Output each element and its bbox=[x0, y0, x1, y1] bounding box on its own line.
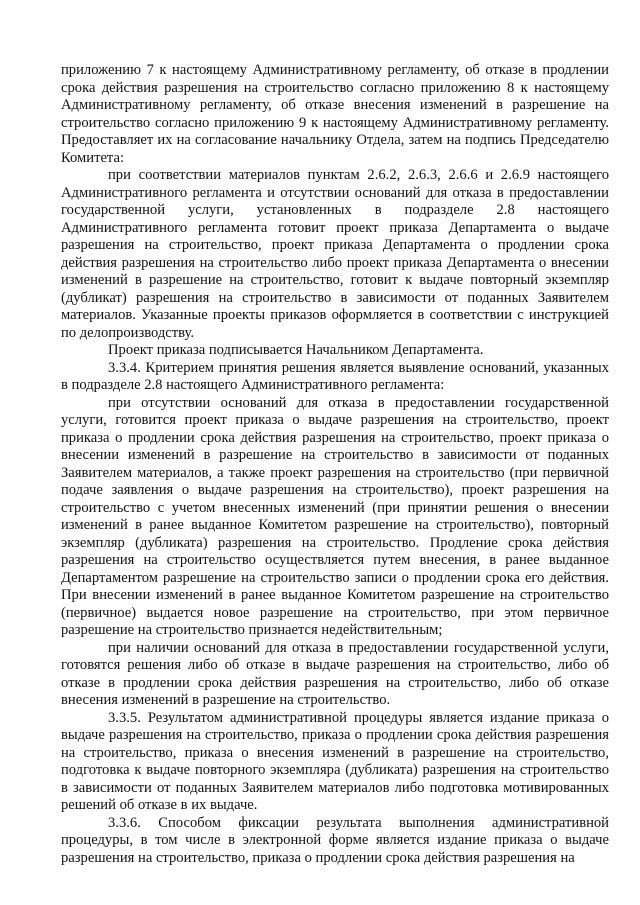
paragraph-conformity: при соответствии материалов пунктам 2.6.2, 2.6.3, 2.6.6 и 2.6.9 настоящего Административного регламента и отсутствии оснований для отказа в предоставлении государственной услуги, установленных в подразделе 2.8 настоящего Административного регламента готовит проект приказа Департамента о выдаче разрешения на строительство, проект приказа Департамента о продлении срока действия разрешения на строительство либо проект приказа Департамента о внесении изменений в разрешение на строительство, готовит к выдаче повторный экземпляр (дубликат) разрешения на строительство в зависимости от поданных Заявителем материалов. Указанные проекты приказов оформляется в соответствии с инструкцией по делопроизводству. bbox=[61, 167, 609, 341]
paragraph-3-3-4: 3.3.4. Критерием принятия решения является выявление оснований, указанных в подразделе 2.8 настоящего Административного регламента: bbox=[61, 359, 609, 393]
document-page bbox=[61, 62, 609, 867]
paragraph-grounds-refusal: при наличии оснований для отказа в предоставлении государственной услуги, готовятся решения либо об отказе в выдаче разрешения на строительство, либо об отказе в продлении срока действия разрешения на строительство, либо об отказе внесения изменений в разрешение на строительство. bbox=[61, 639, 609, 708]
paragraph-3-3-6: 3.3.6. Способом фиксации результата выполнения административной процедуры, в том числе в электронной форме является издание приказа о выдаче разрешения на строительство, приказа о продлении срока действия разрешения на bbox=[61, 814, 609, 866]
paragraph-continuation: приложению 7 к настоящему Административному регламенту, об отказе в продлении срока действия разрешения на строительство согласно приложению 8 к настоящему Административному регламенту, об отказе внесения изменений в разрешение на строительство согласно приложению 9 к настоящему Административному регламенту. Предоставляет их на согласование начальнику Отдела, затем на подпись Председателю Комитета: bbox=[61, 62, 609, 166]
paragraph-no-grounds: при отсутствии оснований для отказа в предоставлении государственной услуги, готовится проект приказа о выдаче разрешения на строительство, проект приказа о продлении срока действия разрешения на строительство, проект приказа о внесении изменений в разрешение на строительство в зависимости от поданных Заявителем материалов, а также проект разрешения на строительство (при первичной подаче заявления о выдаче разрешения на строительство), проект разрешения на строительство с учетом внесенных изменений (при принятии решения о внесении изменений в ранее выданное Комитетом разрешение на строительство), повторный экземпляр (дубликата) разрешения на строительство. Продление срока действия разрешения на строительство осуществляется путем внесения, в ранее выданное Департаментом разрешение на строительство записи о продлении срока его действия. При внесении изменений в ранее выданное Комитетом разрешение на строительство (первичное) выдается новое разрешение на строительство, при этом первичное разрешение на строительство признается недействительным; bbox=[61, 394, 609, 638]
paragraph-3-3-5: 3.3.5. Результатом административной процедуры является издание приказа о выдаче разрешения на строительство, приказа о продлении срока действия разрешения на строительство, приказа о внесения изменений в разрешение на строительство, подготовка к выдаче повторного экземпляра (дубликата) разрешения на строительство в зависимости от поданных Заявителем материалов либо подготовка мотивированных решений об отказе в их выдаче. bbox=[61, 709, 609, 813]
paragraph-order-signing: Проект приказа подписывается Начальником Департамента. bbox=[108, 342, 484, 358]
